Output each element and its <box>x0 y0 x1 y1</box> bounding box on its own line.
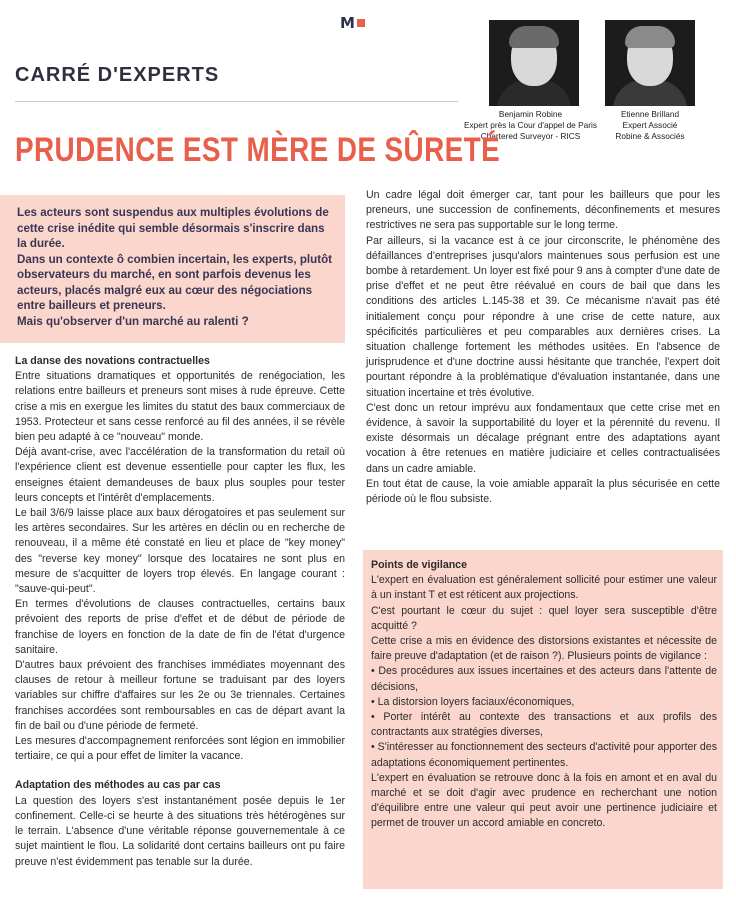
author-name: Etienne Brilland <box>620 109 680 119</box>
vigilance-title: Points de vigilance <box>371 559 467 571</box>
bullet-item: • La distorsion loyers faciaux/économiques, <box>371 695 575 708</box>
author-photo-robine <box>489 20 579 106</box>
paragraph: Par ailleurs, si la vacance est à ce jour circonscrite, le phénomène des défaillances d'entreprises jusqu'alors maintenues sous perfusion est une bombe à retardement. Un loyer est fixé pour 9 ans à compter d'une date de prise d'effet et ne peut être réévalué en cours de bail que dans les conditions des articles L.145-38 et 39. Ce mécanisme n'avait pas été initialement conçu pour répondre à une crise de cette nature, aux spécificités particulières et peu comparables aux dernières crises. La situation challenge fortement les méthodes usitées. En l'absence de jurisprudence et d'une doctrine aussi hésitante que tranchée, l'expert doit pourtant répondre à la problématique d'évaluation instantanée, dans une situation incertaine et très évolutive. <box>366 234 720 399</box>
author-caption-brilland <box>585 109 715 142</box>
paragraph: C'est pourtant le cœur du sujet : quel loyer sera susceptible d'être acquitté ? <box>371 604 717 632</box>
paragraph: Un cadre légal doit émerger car, tant pour les bailleurs que pour les preneurs, une succession de confinements, déconfinements et mesures restrictives ne sera pas supportable sur le long terme. <box>366 189 720 232</box>
author-photo-brilland <box>605 20 695 106</box>
vigilance-box <box>363 550 723 889</box>
paragraph: Les mesures d'accompagnement renforcées sont légion en immobilier tertiaire, ce qui a pour effet de limiter la vacance. <box>15 735 345 763</box>
right-column <box>366 188 720 507</box>
paragraph: En tout état de cause, la voie amiable apparaît la plus sécurisée en cette période où le flou subsiste. <box>366 477 720 506</box>
bullet-item: • S'intéresser au fonctionnement des secteurs d'activité pour apporter des adaptations économiquement pertinentes. <box>371 741 717 769</box>
section-divider <box>15 101 458 102</box>
paragraph: C'est donc un retour imprévu aux fondamentaux que cette crise met en évidence, à savoir la supportabilité du loyer et la pérennité du revenu. Il existe désormais un décalage prégnant entre des adaptations ayant vocation à être retenues en matière judiciaire et celles contractualisées dans un cadre amiable. <box>366 401 720 475</box>
section-title: CARRÉ D'EXPERTS <box>15 64 220 86</box>
paragraph: D'autres baux prévoient des franchises immédiates moyennant des clauses de retour à meilleur fortune se traduisant par des loyers variables sur chiffre d'affaires sur les 2e ou 3e triennales. Certaines franchises accordées sont remboursables en cas de départ avant la fin de bail ou d'une période de fermeté. <box>15 659 345 732</box>
subheading: La danse des novations contractuelles <box>15 355 210 367</box>
intro-text: Les acteurs sont suspendus aux multiples évolutions de cette crise inédite qui semble désormais s'inscrire dans la durée. Dans un contexte ô combien incertain, les experts, plutôt observateurs du marché, en sont parfois devenus les acteurs, placés malgré eux au cœur des négociations entre bailleurs et preneurs. Mais qu'observer d'un marché au ralenti ? <box>17 206 333 328</box>
article-headline: PRUDENCE EST MÈRE DE SÛRETÉ <box>15 131 501 169</box>
magazine-logo <box>340 14 365 32</box>
logo-letter: M <box>340 14 355 32</box>
left-column <box>15 354 345 870</box>
bullet-item: • Des procédures aux issues incertaines et des acteurs dans l'attente de décisions, <box>371 665 717 693</box>
subheading: Adaptation des méthodes au cas par cas <box>15 779 221 792</box>
paragraph: Le bail 3/6/9 laisse place aux baux dérogatoires et pas seulement sur les artères secondaires. Sur les artères en déclin ou en recherche de renouveau, il a même été constaté en lieu et place de "key money" des "reverse key money" lorsque des locataires ne sont plus en mesure de s'acquitter de loyers trop élevés. En langage courant : "sauve-qui-peut". <box>15 507 345 596</box>
logo-square-icon <box>357 19 365 27</box>
paragraph: En termes d'évolutions de clauses contractuelles, certains baux prévoient des reports de prise d'effet et de début de période de franchise de loyers en fonction de la date de fin de l'état d'urgence sanitaire. <box>15 598 345 656</box>
paragraph: Entre situations dramatiques et opportunités de renégociation, les relations entre bailleurs et preneurs sont mises à rude épreuve. Cette crise a mis en exergue les limites du statut des baux commerciaux de 1953. Protecteur et sans cesse renforcé au fil des années, il se révèle bien peu adapté à ce "nouveau" monde. <box>15 370 345 444</box>
paragraph: L'expert en évaluation est généralement sollicité pour estimer une valeur à un instant T et est réticent aux projections. <box>371 574 717 602</box>
author-role: Expert près la Cour d'appel de Paris <box>463 120 598 130</box>
paragraph: Déjà avant-crise, avec l'accélération de la transformation du retail où l'expérience client est devenue essentielle pour capter les flux, les enseignes étaient demandeuses de baux plus souples pour tester leurs concepts et l'intérêt d'emplacements. <box>15 446 345 504</box>
author-role: Robine & Associés <box>615 131 685 141</box>
author-role: Chartered Surveyor - RICS <box>480 131 581 141</box>
paragraph: Cette crise a mis en évidence des distorsions existantes et nécessite de faire preuve d'adaptation (et de raison ?). Plusieurs points de vigilance : <box>371 635 717 663</box>
paragraph: La question des loyers s'est instantanément posée depuis le 1er confinement. Celle-ci se heurte à des situations très hétérogènes sur le terrain. L'absence d'une véritable réponse gouvernementale à ce sujet maintient le flou. La solidarité dont certains bailleurs ont pu faire preuve n'est évidemment pas tenable sur la durée. <box>15 794 345 868</box>
author-role: Expert Associé <box>622 120 678 130</box>
intro-box <box>0 195 345 343</box>
paragraph: L'expert en évaluation se retrouve donc à la fois en amont et en aval du marché et se doit d'agir avec prudence en recherchant une notion d'équilibre entre une valeur qui peut avoir une pertinence judiciaire et permet de trouver un accord amiable en concreto. <box>371 771 717 830</box>
author-name: Benjamin Robine <box>498 109 563 119</box>
bullet-item: • Porter intérêt au contexte des transactions et aux profils des contractants aux stratégies diverses, <box>371 711 717 739</box>
